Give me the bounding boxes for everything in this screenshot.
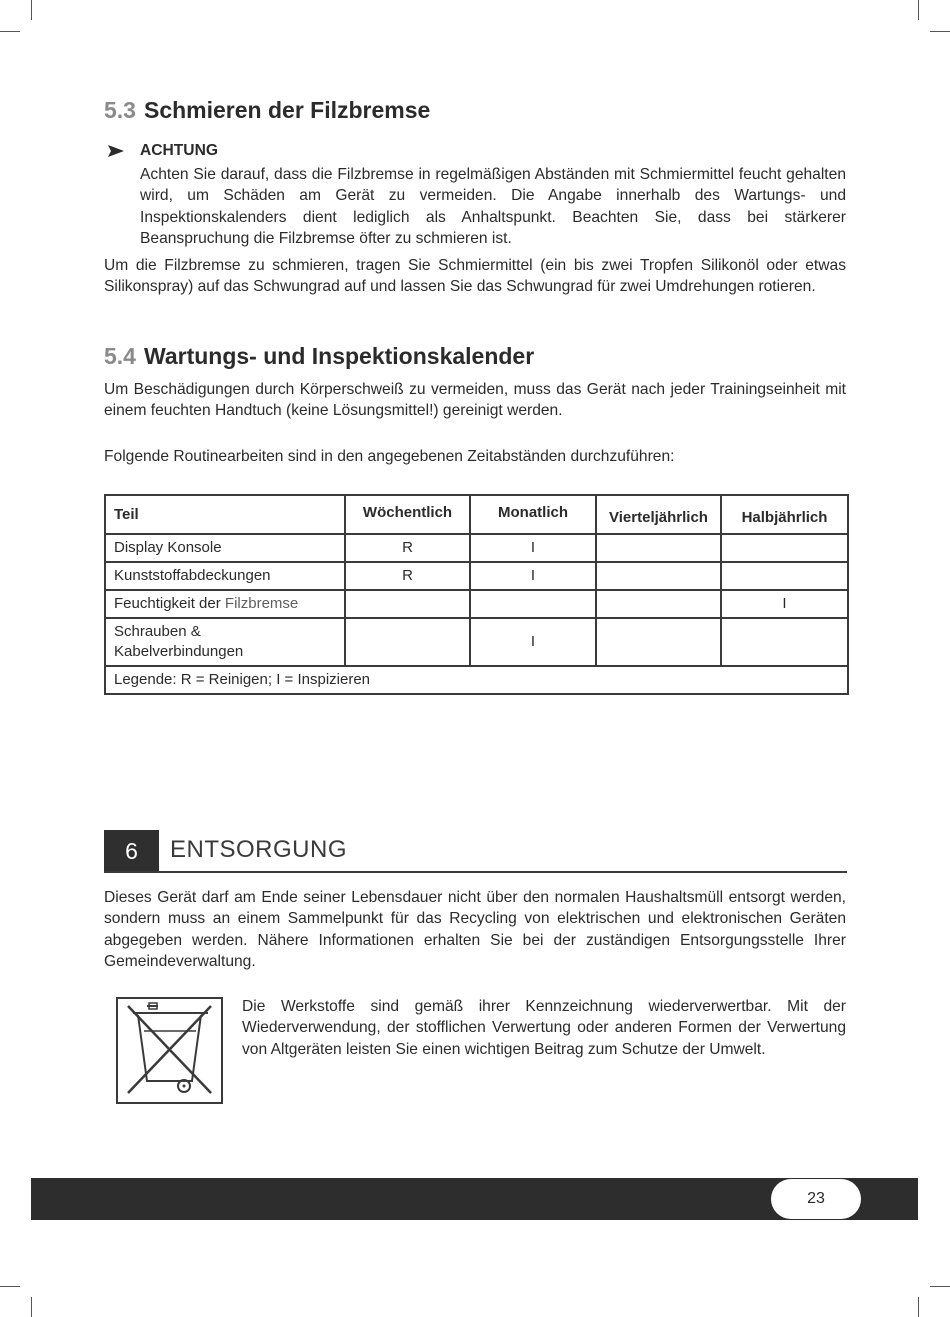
cell-text: Feuchtigkeit der xyxy=(114,595,221,612)
cell-text: Kabelverbindungen xyxy=(114,643,244,660)
crop-mark xyxy=(31,0,32,20)
section-number: 5.3 xyxy=(104,97,136,123)
table-cell xyxy=(721,618,848,666)
table-legend-row xyxy=(105,666,848,694)
table-header-row xyxy=(105,495,848,534)
table-cell: Kunststoffabdeckungen xyxy=(105,562,345,590)
chapter-divider xyxy=(104,871,847,873)
page-number: 23 xyxy=(771,1179,861,1219)
table-row xyxy=(105,618,848,666)
header-part: Teil xyxy=(105,495,345,534)
section-5-3-heading xyxy=(104,97,430,124)
table-cell xyxy=(596,618,721,666)
chapter-title: ENTSORGUNG xyxy=(170,836,348,863)
table-row xyxy=(105,590,848,618)
chapter-number: 6 xyxy=(104,830,159,872)
table-cell: I xyxy=(470,562,596,590)
table-legend: Legende: R = Reinigen; I = Inspizieren xyxy=(105,666,848,694)
crop-mark xyxy=(918,0,919,20)
crop-mark xyxy=(0,31,20,32)
section-number: 5.4 xyxy=(104,343,136,369)
crop-mark xyxy=(918,1297,919,1317)
disposal-text: Dieses Gerät darf am Ende seiner Lebensdauer nicht über den normalen Haushaltsmüll entsorgt werden, sondern muss an einem Sammelpunkt für das Recycling von elektrischen und elektronischen Geräten abgegeben werden. Nähere Informationen erhalten Sie bei der zuständigen Entsorgungsstelle Ihrer Gemeindeverwaltung. xyxy=(104,889,846,971)
crossed-out-wheelie-bin-icon xyxy=(116,997,223,1104)
table-cell: Display Konsole xyxy=(105,534,345,562)
header-weekly: Wöchentlich xyxy=(345,495,470,534)
table-cell xyxy=(596,534,721,562)
table-cell xyxy=(105,618,345,666)
recycling-text: Die Werkstoffe sind gemäß ihrer Kennzeichnung wiederverwertbar. Mit der Wiederverwendung, der stofflichen Verwertung oder anderen Formen der Verwertung von Altgeräten leisten Sie einen wichtigen Beitrag zum Schutze der Umwelt. xyxy=(242,998,846,1058)
table-row xyxy=(105,562,848,590)
section-title: Schmieren der Filzbremse xyxy=(143,97,431,123)
table-cell xyxy=(596,590,721,618)
table-cell: R xyxy=(345,534,470,562)
table-cell xyxy=(470,590,596,618)
table-cell xyxy=(345,590,470,618)
lubrication-instructions: Um die Filzbremse zu schmieren, tragen Sie Schmiermittel (ein bis zwei Tropfen Silikonöl oder etwas Silikonspray) auf das Schwungrad auf und lassen Sie das Schwungrad für zwei Umdrehungen rotieren. xyxy=(104,257,846,296)
cleaning-intro: Um Beschädigungen durch Körperschweiß zu vermeiden, muss das Gerät nach jeder Trainingseinheit mit einem feuchten Handtuch (keine Lösungsmittel!) gereinigt werden. xyxy=(104,381,846,420)
crop-mark xyxy=(31,1297,32,1317)
header-quarterly: Vierteljährlich xyxy=(596,495,721,534)
table-cell: I xyxy=(470,618,596,666)
table-cell xyxy=(721,562,848,590)
warning-title: ACHTUNG xyxy=(140,142,218,159)
table-cell: I xyxy=(721,590,848,618)
table-cell xyxy=(596,562,721,590)
crop-mark xyxy=(930,31,950,32)
warning-text: Achten Sie darauf, dass die Filzbremse in regelmäßigen Abständen mit Schmiermittel feucht gehalten wird, um Schäden am Gerät zu vermeiden. Die Angabe innerhalb des Wartungs- und Inspektionskalenders dient lediglich als Anhaltspunkt. Beachten Sie, dass bei stärkerer Beanspruchung die Filzbremse öfter zu schmieren ist. xyxy=(140,166,846,248)
maintenance-calendar-table xyxy=(104,494,849,695)
crop-mark xyxy=(930,1286,950,1287)
crop-mark xyxy=(0,1286,20,1287)
cell-text-accent: Filzbremse xyxy=(224,595,299,612)
cell-text: Schrauben & xyxy=(114,623,201,640)
header-semiannual: Halbjährlich xyxy=(721,495,848,534)
section-title: Wartungs- und Inspektionskalender xyxy=(143,343,535,369)
table-row xyxy=(105,534,848,562)
arrow-pointer-icon xyxy=(108,145,124,157)
table-cell xyxy=(105,590,345,618)
routine-intro: Folgende Routinearbeiten sind in den angegebenen Zeitabständen durchzuführen: xyxy=(104,448,675,465)
header-monthly: Monatlich xyxy=(470,495,596,534)
table-cell: R xyxy=(345,562,470,590)
table-cell: I xyxy=(470,534,596,562)
section-5-4-heading xyxy=(104,343,534,370)
table-cell xyxy=(721,534,848,562)
table-cell xyxy=(345,618,470,666)
